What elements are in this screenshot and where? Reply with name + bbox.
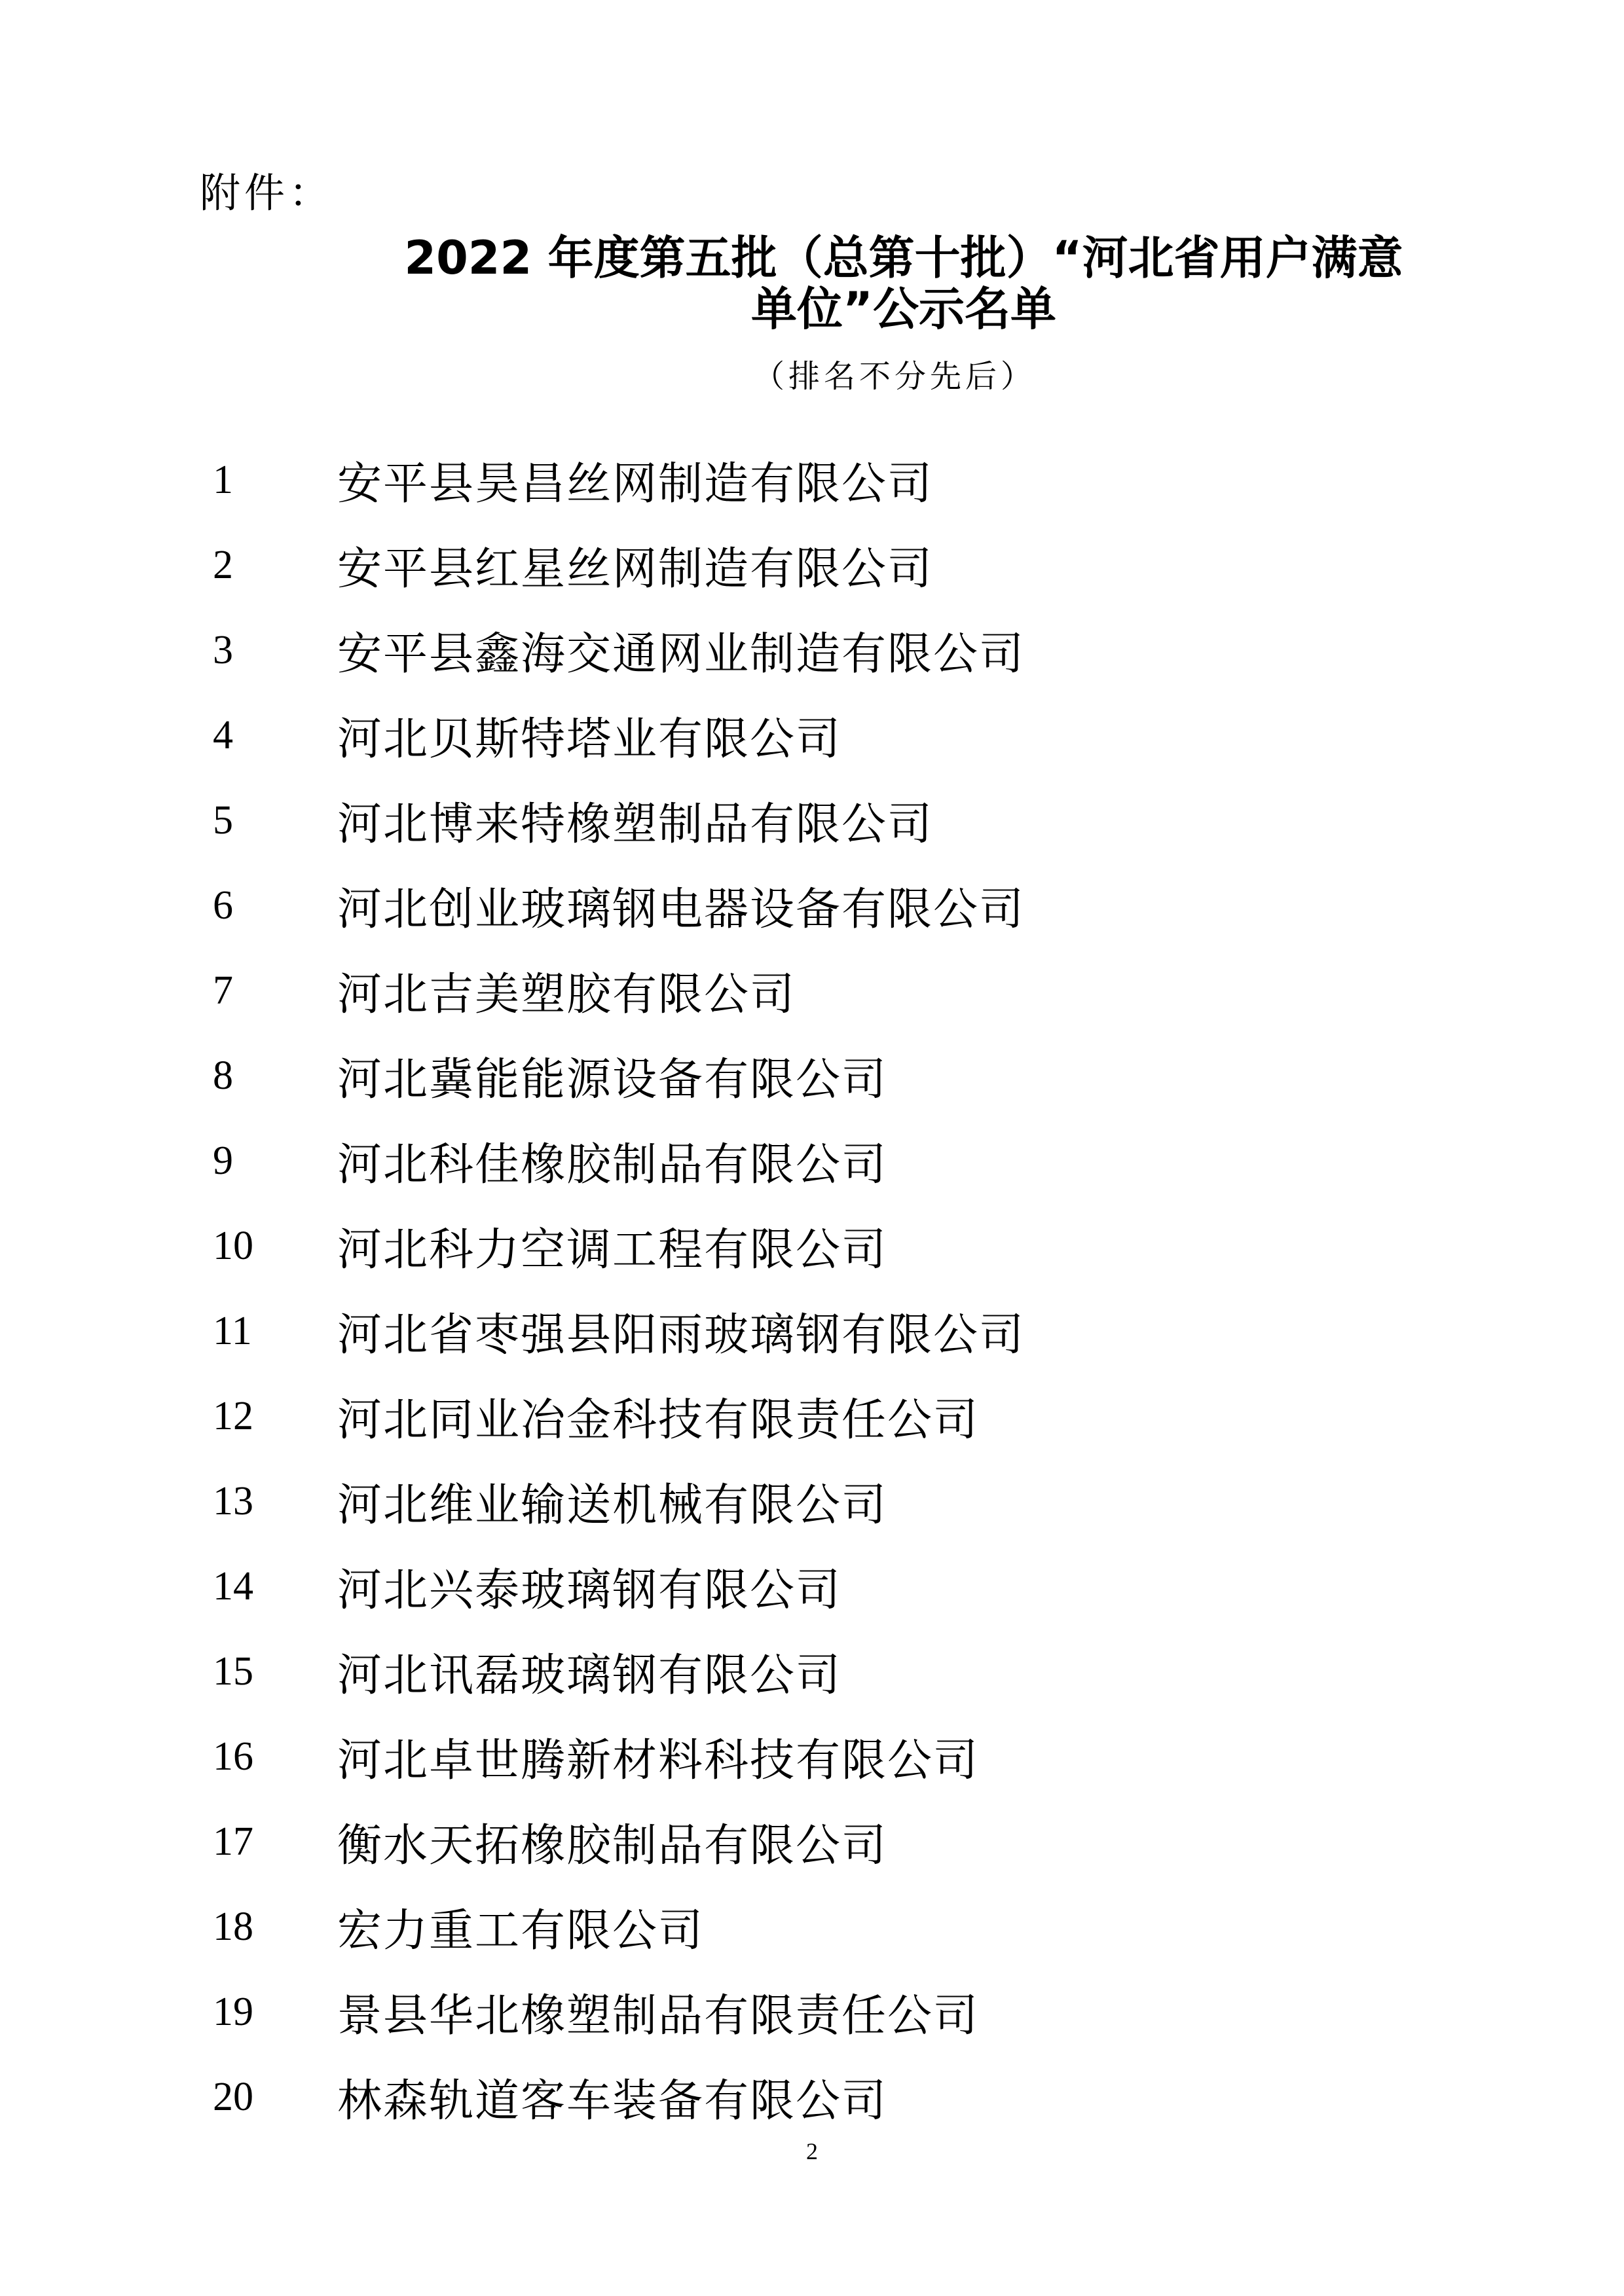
item-name: 河北冀能能源设备有限公司 [337,1053,888,1106]
item-name: 林森轨道客车装备有限公司 [337,2075,888,2127]
item-name: 河北博来特橡塑制品有限公司 [337,798,934,850]
item-number: 14 [213,1563,253,1609]
item-number: 12 [213,1393,253,1438]
item-name: 河北卓世腾新材料科技有限公司 [337,1734,980,1787]
page-number: 2 [806,2138,818,2164]
list-item [213,1544,1457,1629]
item-name: 河北省枣强县阳雨玻璃钢有限公司 [337,1309,1025,1361]
item-number: 20 [213,2074,253,2119]
list-item [213,1884,1457,1969]
item-number: 18 [213,1904,253,1949]
item-number: 7 [213,968,233,1013]
item-number: 13 [213,1478,253,1523]
list-item [213,778,1457,863]
title-line-1: 2022 年度第五批（总第十批）“河北省用户满意 [404,231,1403,285]
item-name: 景县华北橡塑制品有限责任公司 [337,1990,980,2042]
item-name: 衡水天拓橡胶制品有限公司 [337,1819,888,1872]
item-number: 5 [213,797,233,843]
item-number: 4 [213,712,233,757]
item-name: 安平县红星丝网制造有限公司 [337,543,934,595]
item-number: 6 [213,883,233,928]
list-item [213,1288,1457,1374]
item-number: 16 [213,1734,253,1779]
list-item [213,1799,1457,1884]
item-name: 河北同业冶金科技有限责任公司 [337,1394,980,1446]
company-list [213,437,1457,2140]
item-name: 安平县昊昌丝网制造有限公司 [337,458,934,510]
item-number: 11 [213,1308,252,1353]
item-number: 3 [213,627,233,672]
list-item [213,2054,1457,2140]
item-number: 10 [213,1223,253,1268]
item-name: 河北贝斯特塔业有限公司 [337,713,842,765]
list-item [213,1629,1457,1714]
item-name: 河北吉美塑胶有限公司 [337,968,796,1021]
list-item [213,948,1457,1033]
item-number: 19 [213,1989,253,2034]
attachment-label: 附件： [200,169,334,217]
list-item [213,693,1457,778]
list-item [213,1714,1457,1799]
title-line-2: 单位”公示名单 [750,282,1056,336]
list-item [213,522,1457,608]
list-item [213,1969,1457,2054]
list-item [213,1459,1457,1544]
item-number: 8 [213,1053,233,1098]
item-number: 17 [213,1819,253,1864]
item-name: 宏力重工有限公司 [337,1904,705,1957]
list-item [213,1374,1457,1459]
item-number: 2 [213,542,233,587]
item-name: 河北科力空调工程有限公司 [337,1224,888,1276]
document-title [367,232,1441,335]
list-item [213,437,1457,522]
item-number: 15 [213,1649,253,1694]
item-name: 安平县鑫海交通网业制造有限公司 [337,628,1025,680]
item-name: 河北维业输送机械有限公司 [337,1479,888,1531]
item-number: 9 [213,1138,233,1183]
item-name: 河北科佳橡胶制品有限公司 [337,1139,888,1191]
item-name: 河北讯磊玻璃钢有限公司 [337,1649,842,1702]
document-subtitle: （排名不分先后） [753,358,1037,395]
list-item [213,1118,1457,1203]
item-name: 河北创业玻璃钢电器设备有限公司 [337,883,1025,936]
list-item [213,863,1457,948]
item-number: 1 [213,457,233,502]
list-item [213,1033,1457,1118]
list-item [213,608,1457,693]
item-name: 河北兴泰玻璃钢有限公司 [337,1564,842,1616]
list-item [213,1203,1457,1288]
